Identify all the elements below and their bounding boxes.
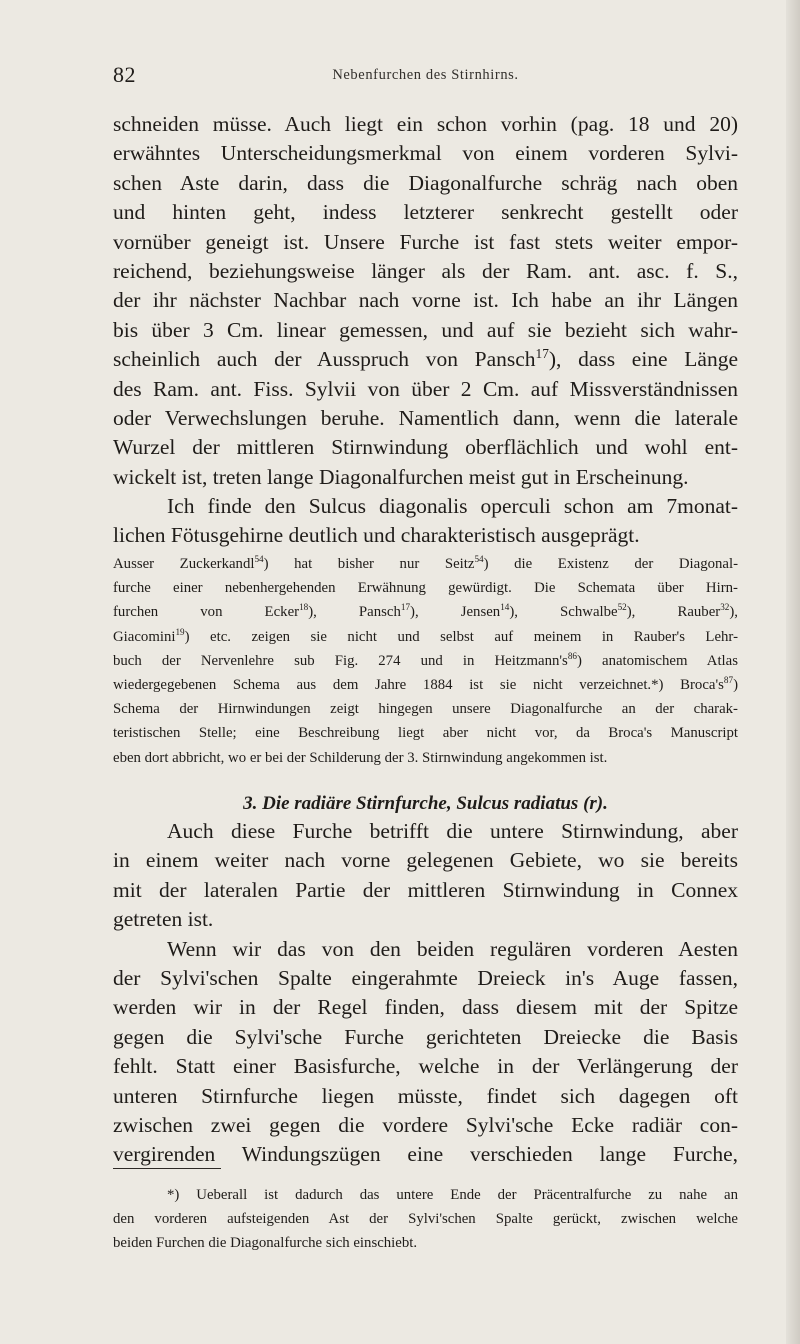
text-line: bis über 3 Cm. linear gemessen, und auf sie bezieht sich wahr- (113, 317, 738, 342)
footnote (113, 1183, 738, 1256)
page-header (113, 62, 738, 92)
footnote-rule (113, 1168, 221, 1169)
note-line: teristischen Stelle; eine Beschreibung liegt aber nicht vor, da Broca's Manuscript (113, 725, 738, 742)
citation-superscript: 32 (720, 602, 730, 613)
text-fragment: ), dass eine Länge (548, 347, 739, 372)
text-line: in einem weiter nach vorne gelegenen Gebiete, wo sie bereits (113, 848, 738, 873)
note-line: furche einer nebenhergehenden Erwähnung gewürdigt. Die Schemata über Hirn- (113, 580, 738, 597)
page-number: 82 (113, 62, 136, 87)
text-fragment: ), Jensen (410, 604, 501, 621)
citation-superscript: 54 (474, 554, 484, 565)
section-heading: 3. Die radiäre Stirnfurche, Sulcus radiatus (r). (243, 793, 608, 814)
text-line: schen Aste darin, dass die Diagonalfurche schräg nach oben (113, 170, 738, 195)
text-line: gegen die Sylvi'sche Furche gerichteten Dreiecke die Basis (113, 1024, 738, 1049)
text-line: getreten ist. (113, 907, 214, 932)
citation-superscript: 52 (617, 602, 627, 613)
text-line: oder Verwechslungen beruhe. Namentlich dann, wenn die laterale (113, 405, 738, 430)
text-line (113, 345, 738, 374)
text-fragment: ), Pansch (308, 604, 401, 621)
text-line: fehlt. Statt einer Basisfurche, welche in der Verlängerung der (113, 1054, 738, 1079)
section-body (113, 817, 738, 1170)
text-fragment: ) die Existenz der Diagonal- (483, 556, 738, 572)
note-line (113, 649, 738, 673)
text-line: lichen Fötusgehirne deutlich und charakteristisch ausgeprägt. (113, 523, 640, 548)
text-line: vornüber geneigt ist. Unsere Furche ist fast stets weiter empor- (113, 229, 738, 254)
text-line: werden wir in der Regel finden, dass diesem mit der Spitze (113, 995, 738, 1020)
text-fragment: ) hat bisher nur Seitz (263, 556, 475, 572)
text-fragment: Giacomini (113, 628, 176, 645)
text-fragment: scheinlich auch der Ausspruch von Pansch (113, 347, 536, 372)
main-paragraph (113, 110, 738, 551)
text-fragment: wiedergegebenen Schema aus dem Jahre 1884 ist sie nicht verzeichnet.*) Broca's (113, 676, 724, 693)
note-line (113, 552, 738, 576)
citation-superscript: 14 (500, 602, 510, 613)
page-edge (786, 0, 800, 1344)
footnote-line: beiden Furchen die Diagonalfurche sich einschiebt. (113, 1235, 418, 1252)
text-line: schneiden müsse. Auch liegt ein schon vorhin (pag. 18 und 20) (113, 112, 738, 136)
text-fragment: ), Schwalbe (509, 604, 618, 621)
text-line: der Sylvi'schen Spalte eingerahmte Dreieck in's Auge fassen, (113, 965, 738, 990)
citation-superscript: 17 (400, 602, 411, 613)
text-fragment: ) etc. zeigen sie nicht und selbst auf meinem in Rauber's Lehr- (184, 628, 738, 645)
running-title: Nebenfurchen des Stirnhirns. (332, 67, 519, 83)
citation-superscript: 87 (723, 675, 734, 686)
text-line: und hinten geht, indess letzterer senkrecht gestellt oder (113, 200, 738, 225)
footnote-line: den vorderen aufsteigenden Ast der Sylvi'schen Spalte gerückt, zwischen welche (113, 1211, 738, 1228)
note-line: Schema der Hirnwindungen zeigt hingegen unsere Diagonalfurche an der charak- (113, 701, 738, 718)
text-line: Ich finde den Sulcus diagonalis operculi schon am 7monat- (167, 494, 738, 519)
text-line: wickelt ist, treten lange Diagonalfurchen meist gut in Erscheinung. (113, 464, 689, 489)
text-line: mit der lateralen Partie der mittleren Stirnwindung in Connex (113, 877, 738, 902)
citation-superscript: 18 (299, 602, 309, 613)
text-line: des Ram. ant. Fiss. Sylvii von über 2 Cm. auf Missverständnissen (113, 376, 738, 401)
note-line (113, 625, 738, 649)
text-line: Wurzel der mittleren Stirnwindung oberflächlich und wohl ent- (113, 435, 738, 460)
text-fragment: Ausser Zuckerkandl (113, 556, 255, 572)
citation-superscript: 17 (535, 345, 549, 361)
text-line: Wenn wir das von den beiden regulären vorderen Aesten (167, 936, 738, 961)
text-line: Auch diese Furche betrifft die untere Stirnwindung, aber (167, 819, 738, 843)
citation-superscript: 54 (254, 554, 264, 565)
text-line: erwähntes Unterscheidungsmerkmal von einem vorderen Sylvi- (113, 141, 738, 166)
citation-superscript: 19 (175, 626, 185, 637)
citation-superscript: 86 (567, 650, 577, 661)
note-line (113, 673, 738, 697)
text-line: reichend, beziehungsweise länger als der Ram. ant. asc. f. S., (113, 258, 738, 283)
footnote-line: *) Ueberall ist dadurch das untere Ende der Präcentralfurche zu nahe an (167, 1187, 738, 1203)
note-line (113, 600, 738, 624)
text-fragment: ), Rauber (626, 604, 721, 621)
text-fragment: ) anatomischem Atlas (576, 652, 738, 669)
text-fragment: ) (733, 676, 738, 693)
text-line: unteren Stirnfurche liegen müsste, findet sich dagegen oft (113, 1083, 738, 1108)
text-line: zwischen zwei gegen die vordere Sylvi'sche Ecke radiär con- (113, 1112, 738, 1137)
small-print-note (113, 552, 738, 770)
text-fragment: furchen von Ecker (113, 604, 300, 621)
text-fragment: ), (729, 604, 738, 621)
note-line: eben dort abbricht, wo er bei der Schilderung der 3. Stirnwindung angekommen ist. (113, 749, 608, 766)
text-fragment: buch der Nervenlehre sub Fig. 274 und in Heitzmann's (113, 652, 568, 669)
text-line: der ihr nächster Nachbar nach vorne ist. Ich habe an ihr Längen (113, 288, 738, 313)
text-line: vergirenden Windungszügen eine verschieden lange Furche, (113, 1142, 738, 1167)
